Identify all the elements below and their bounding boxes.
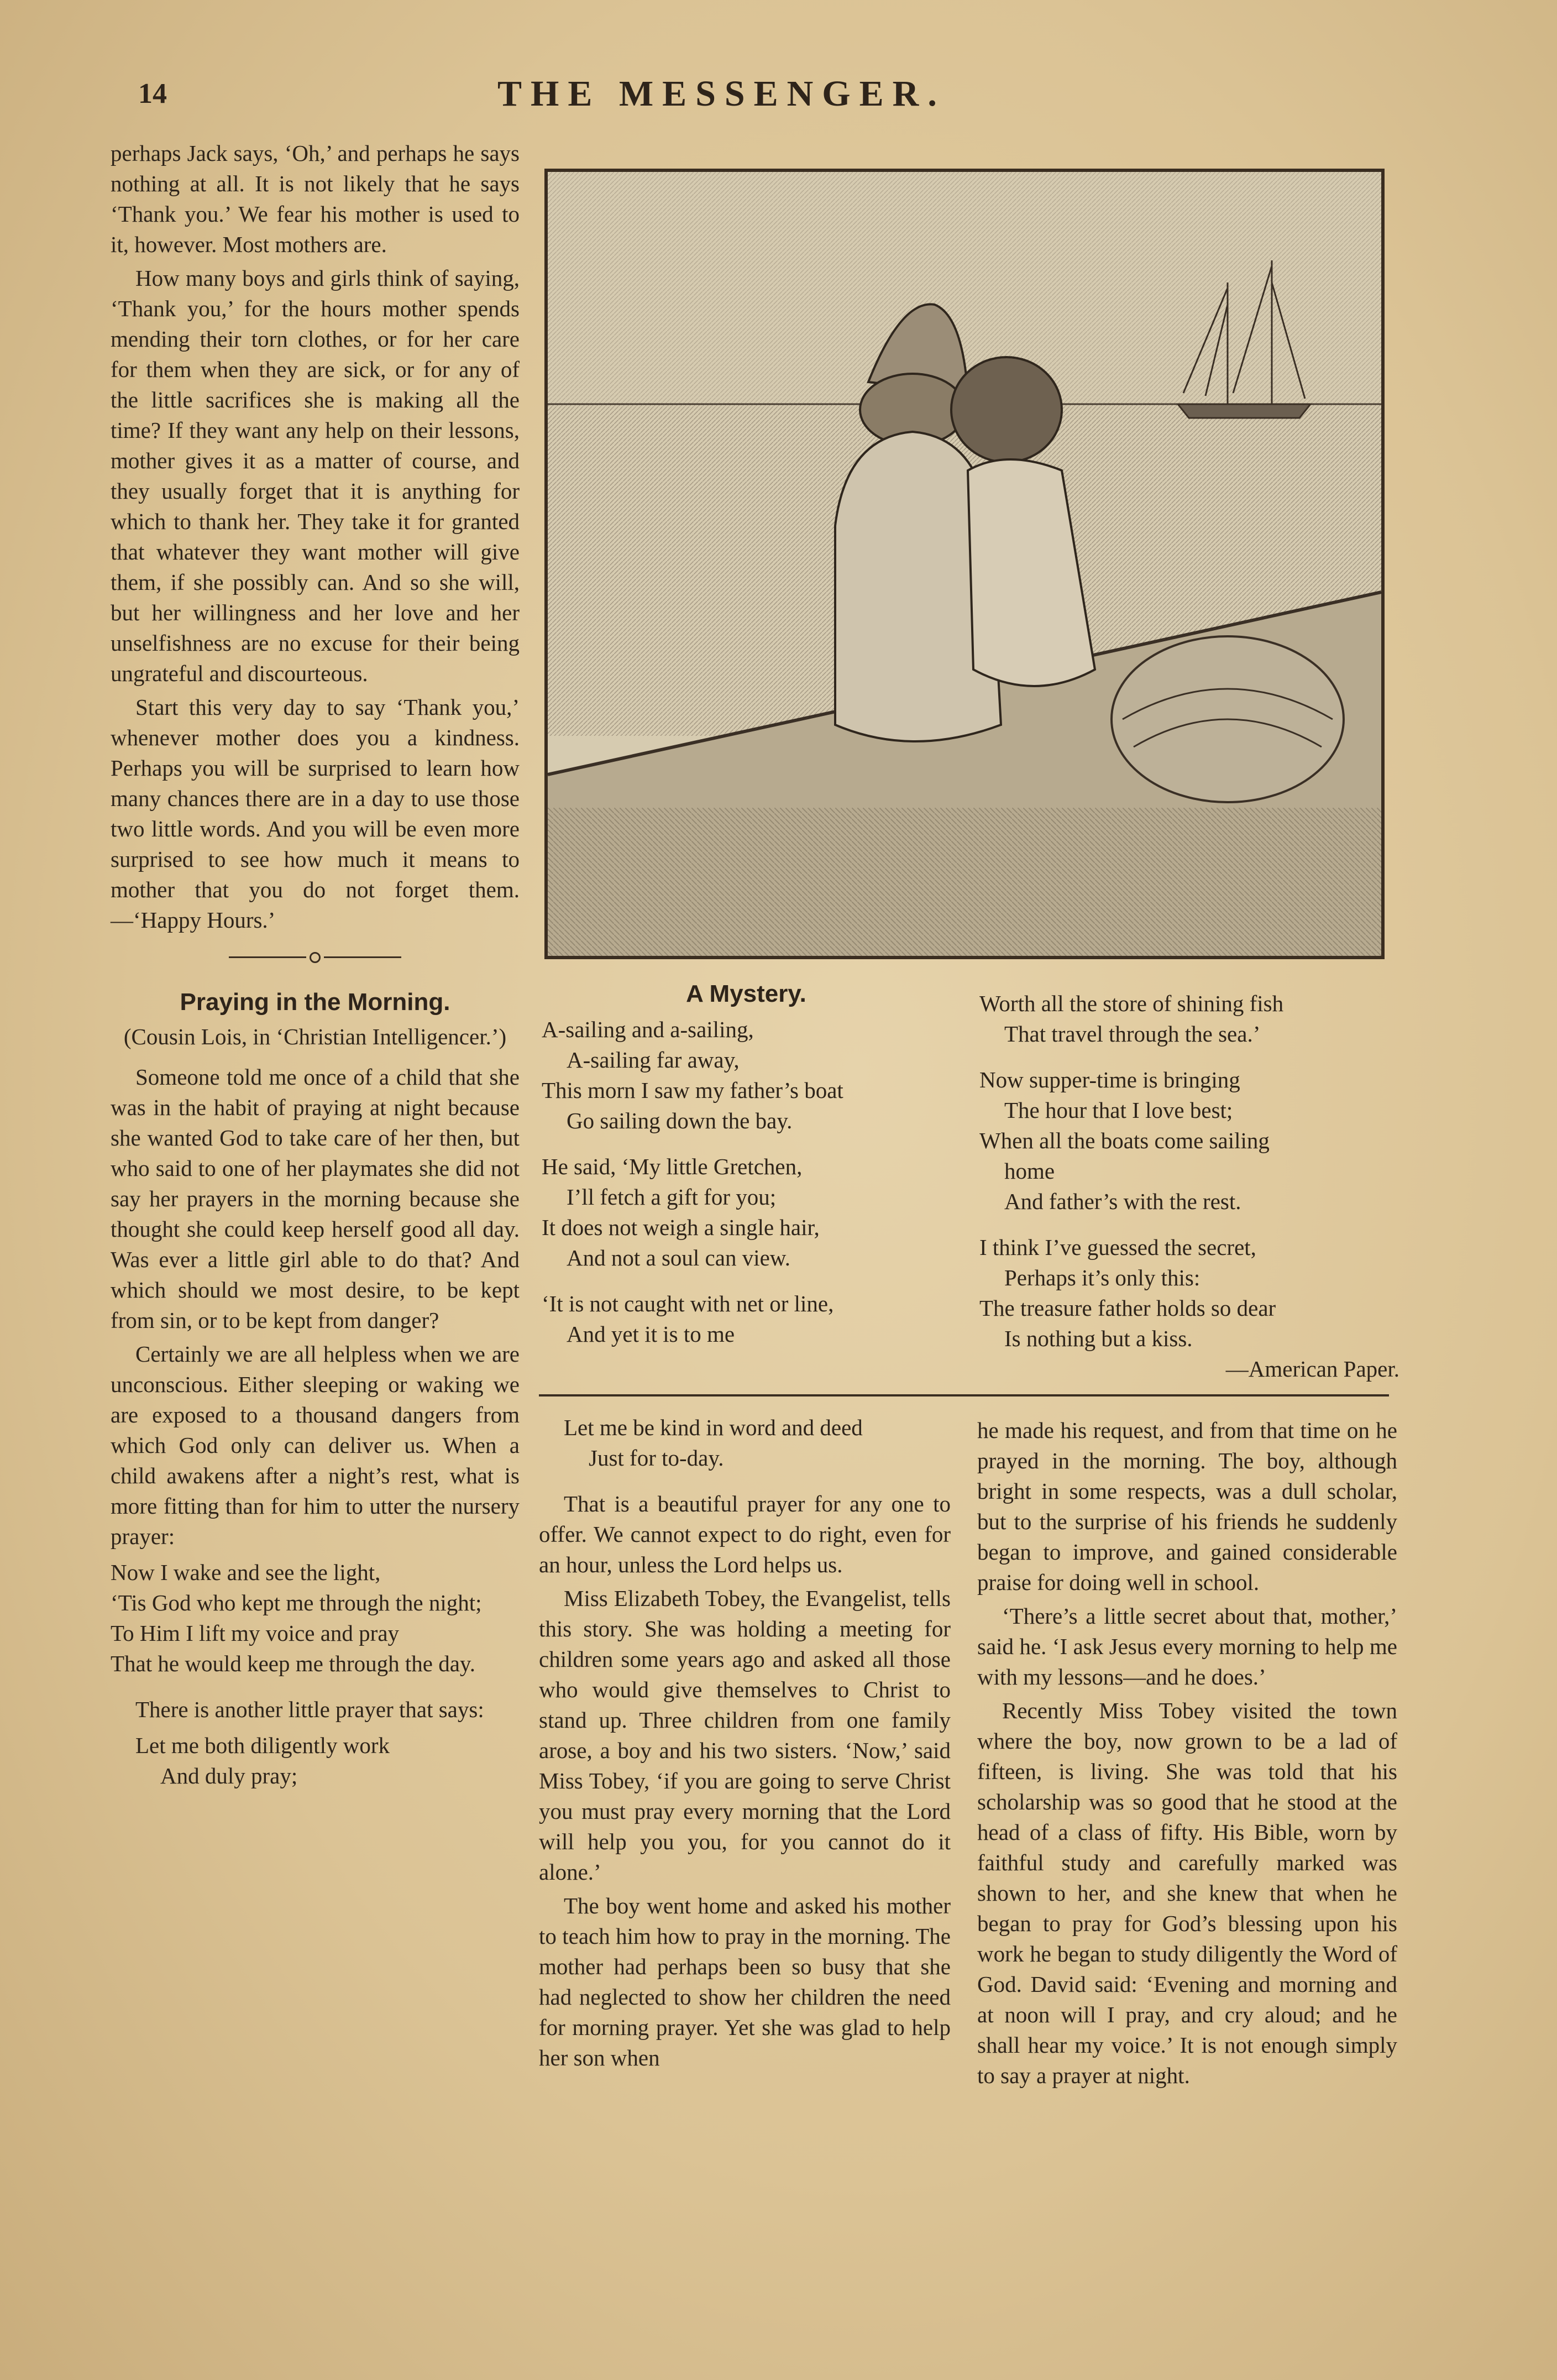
article-title-praying: Praying in the Morning. [180, 988, 450, 1016]
poem-title-mystery: A Mystery. [686, 980, 806, 1007]
poem-line: That he would keep me through the day. [111, 1651, 475, 1676]
poem-stanza [979, 1232, 1399, 1384]
section-divider [111, 940, 520, 970]
poem-line: Now I wake and see the light, [111, 1560, 381, 1585]
paragraph: Miss Elizabeth Tobey, the Evangelist, tells this story. She was holding a meeting for children some years ago and asked all those who would give themselves to Christ to stand up. Three children from one family arose, a boy and his two sisters. ‘Now,’ said Miss Tobey, ‘if you are going to serve Christ you must pray every morning that the Lord will help you you, for you cannot do it alone.’ [539, 1586, 951, 1885]
poem-line: To Him I lift my voice and pray [111, 1620, 400, 1646]
poem-attribution: —American Paper. [1225, 1356, 1399, 1382]
poem-stanza [542, 1152, 951, 1273]
engraving-image [548, 172, 1381, 956]
poem-line: When all the boats come sailing [979, 1128, 1270, 1153]
poem-line: He said, ‘My little Gretchen, [542, 1154, 803, 1179]
poem-line: Now supper-time is bringing [979, 1067, 1240, 1092]
poem-stanza [979, 988, 1399, 1049]
poem-line: A-sailing and a-sailing, [542, 1017, 754, 1042]
poem-line: ‘It is not caught with net or line, [542, 1291, 834, 1316]
poem-line: It does not weigh a single hair, [542, 1215, 820, 1240]
paragraph: That is a beautiful prayer for any one to offer. We cannot expect to do right, even for an hour, unless the Lord helps us. [539, 1491, 951, 1577]
column-1 [111, 138, 520, 1807]
page-number: 14 [138, 78, 167, 109]
poem-line: And duly pray; [160, 1763, 298, 1788]
poem-stanza [542, 1014, 951, 1136]
short-prayer-continued [539, 1413, 951, 1473]
paragraph: Certainly we are all helpless when we are unconscious. Either sleeping or waking we are exposed to a thousand dangers from which God only can deliver us. When a child awakens after a night’s rest, what is more fitting than for him to utter the nursery prayer: [111, 1341, 520, 1549]
poem-line: Perhaps it’s only this: [1004, 1265, 1200, 1290]
poem-line: And yet it is to me [567, 1321, 735, 1347]
poem-line: I’ll fetch a gift for you; [567, 1184, 777, 1210]
horizontal-rule [539, 1394, 1389, 1396]
poem-line: The hour that I love best; [1004, 1097, 1233, 1123]
paragraph: perhaps Jack says, ‘Oh,’ and perhaps he says nothing at all. It is not likely that he says ‘Thank you.’ We fear his mother is used to it, however. Most mothers are. [111, 140, 520, 257]
poem-line: I think I’ve guessed the secret, [979, 1235, 1256, 1260]
poem-stanza [542, 1289, 951, 1349]
nursery-prayer [111, 1557, 520, 1679]
poem-line: Just for to-day. [589, 1445, 724, 1471]
poem-line: Let me be kind in word and deed [564, 1415, 863, 1440]
column-2-lower [539, 1413, 951, 2076]
article-byline: (Cousin Lois, in ‘Christian Intelligencer.’) [123, 1024, 507, 1049]
poem-line: ‘Tis God who kept me through the night; [111, 1590, 482, 1615]
short-prayer [111, 1730, 520, 1791]
paragraph: The boy went home and asked his mother to teach him how to pray in the morning. The mother had perhaps been so busy that she had neglected to show her children the need for morning prayer. Yet she was glad to help her son when [539, 1893, 951, 2070]
illustration-children-at-shore [544, 169, 1385, 959]
poem-line: That travel through the sea.’ [1004, 1021, 1261, 1047]
paragraph: Start this very day to say ‘Thank you,’ whenever mother does you a kindness. Perhaps you will be surprised to learn how many chances there are in a day to use those two little words. And you will be even more surprised to see how much it means to mother that you do not forget them.—‘Happy Hours.’ [111, 694, 520, 933]
paragraph: How many boys and girls think of saying, ‘Thank you,’ for the hours mother spends mending their torn clothes, or for her care for them when they are sick, or for any of the little sacrifices she is making all the time? If they want any help on their lessons, mother gives it as a matter of course, and they usually forget that it is anything for which to thank her. They take it for granted that whatever they want mother will give them, if she possibly can. And so she will, but her willingness and her love and her unselfishness are no excuse for their being ungrateful and discourteous. [111, 265, 520, 686]
paragraph: There is another little prayer that says: [135, 1697, 484, 1722]
poem-line: The treasure father holds so dear [979, 1295, 1276, 1321]
poem-line: And not a soul can view. [567, 1245, 790, 1270]
poem-stanza [979, 1065, 1399, 1217]
poem-line: Is nothing but a kiss. [1004, 1326, 1193, 1351]
poem-line: Worth all the store of shining fish [979, 991, 1284, 1016]
poem-column-2 [979, 983, 1399, 1400]
poem-line: Go sailing down the bay. [567, 1108, 793, 1133]
poem-line: A-sailing far away, [567, 1047, 740, 1073]
paragraph: he made his request, and from that time on he prayed in the morning. The boy, although bright in some respects, was a dull scholar, but to the surprise of his friends he suddenly began to improve, and gained considerable praise for doing well in school. [977, 1417, 1397, 1595]
paragraph: Recently Miss Tobey visited the town where the boy, now grown to be a lad of fifteen, is living. She was told that his scholarship was so good that he stood at the head of a class of fifty. His Bible, worn by faithful study and carefully marked was shown to her, and she knew that when he began to pray for God’s blessing upon his work he began to study diligently the Word of God. David said: ‘Evening and morning and at noon will I pray, and cry aloud; and he shall hear my voice.’ It is not enough simply to say a prayer at night. [977, 1698, 1397, 2088]
paragraph: ‘There’s a little secret about that, mother,’ said he. ‘I ask Jesus every morning to help me with my lessons—and he does.’ [977, 1603, 1397, 1689]
poem-line: And father’s with the rest. [1004, 1189, 1241, 1214]
poem-line: This morn I saw my father’s boat [542, 1077, 843, 1103]
poem-line: Let me both diligently work [135, 1733, 390, 1758]
column-3-lower [977, 1415, 1397, 2094]
poem-column-1 [542, 979, 951, 1365]
masthead-title: THE MESSENGER. [497, 74, 946, 114]
paragraph: Someone told me once of a child that she was in the habit of praying at night because she wanted God to take care of her then, but who said to one of her playmates she did not say her prayers in the morning because she thought she could keep herself good all day. Was ever a little girl able to do that? And which should we most desire, to be kept from sin, or to be kept from danger? [111, 1064, 520, 1333]
poem-line: home [1004, 1158, 1055, 1184]
